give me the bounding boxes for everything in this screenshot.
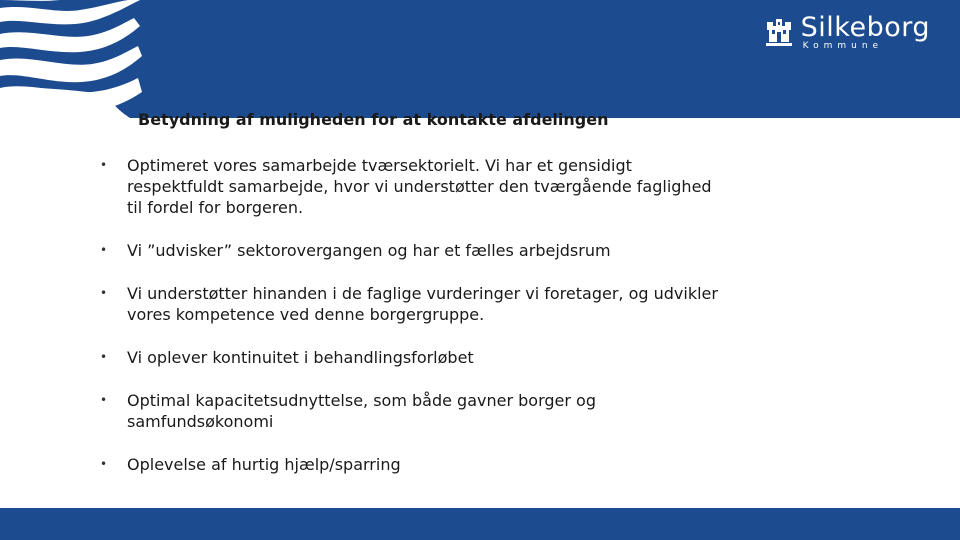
brand-subtitle: Kommune <box>802 40 884 51</box>
bullet-text: Vi ”udvisker” sektorovergangen og har et fælles arbejdsrum <box>127 241 611 260</box>
slide-title: Betydning af muligheden for at kontakte afdelingen <box>138 110 609 129</box>
bullet-item <box>100 347 720 368</box>
coat-of-arms-icon <box>765 16 793 48</box>
bullet-dot: • <box>100 286 108 300</box>
bullet-text: Vi understøtter hinanden i de faglige vurderinger vi foretager, og udvikler vores kompetence ved denne borgergruppe. <box>127 284 718 324</box>
bullet-item <box>100 155 720 218</box>
bullet-dot: • <box>100 243 108 257</box>
bullet-item <box>100 390 720 432</box>
bullet-list <box>100 155 720 475</box>
bullet-item <box>100 283 720 325</box>
silkeborg-logo <box>765 12 930 52</box>
bullet-text: Vi oplever kontinuitet i behandlingsforløbet <box>127 348 474 367</box>
bullet-item <box>100 240 720 261</box>
bullet-dot: • <box>100 457 108 471</box>
bullet-text: Oplevelse af hurtig hjælp/sparring <box>127 455 401 474</box>
brand-name: Silkeborg <box>800 11 930 43</box>
bullet-dot: • <box>100 158 108 172</box>
footer-bar <box>0 508 960 540</box>
bullet-dot: • <box>100 393 108 407</box>
bullet-dot: • <box>100 350 108 364</box>
bullet-text: Optimeret vores samarbejde tværsektorielt. Vi har et gensidigt respektfuldt samarbejde, hvor vi understøtter den tværgående faglighed til fordel for borgeren. <box>127 156 712 217</box>
header-band <box>0 0 960 118</box>
bullet-item <box>100 454 720 475</box>
bullet-text: Optimal kapacitetsudnyttelse, som både gavner borger og samfundsøkonomi <box>127 391 596 431</box>
